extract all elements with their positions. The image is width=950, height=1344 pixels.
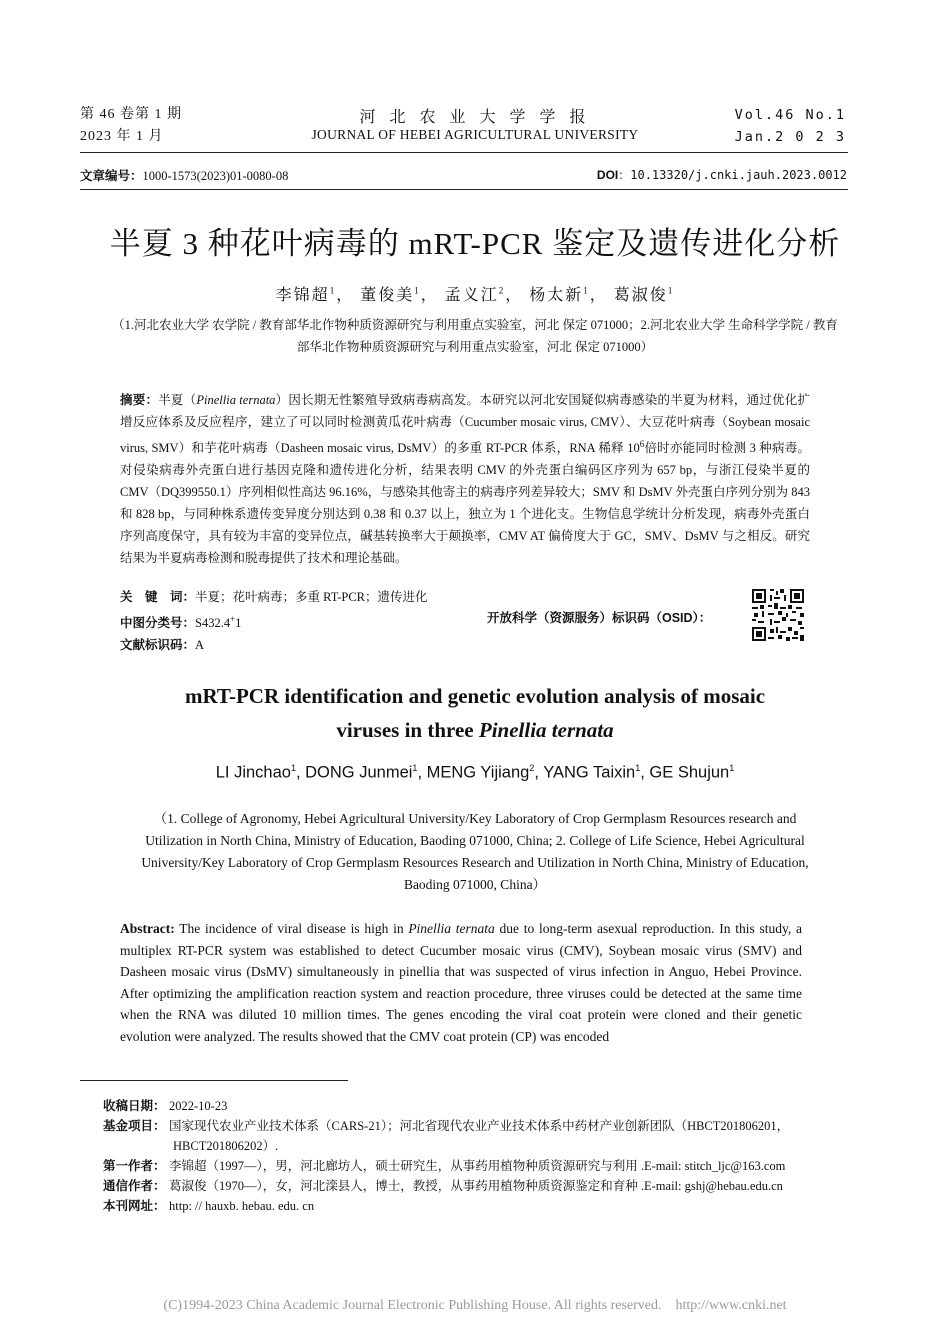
received-date: 2022-10-23 bbox=[169, 1099, 228, 1113]
author-cn-sup: 1 bbox=[414, 285, 421, 296]
author-en-sup: 1 bbox=[290, 763, 296, 773]
author-en: MENG Yijiang bbox=[426, 763, 530, 782]
title-en-text: viruses in three bbox=[336, 718, 479, 742]
author-en-sup: 1 bbox=[412, 763, 418, 773]
cnki-footer: (C)1994-2023 China Academic Journal Electronic Publishing House. All rights reserved. http://www.cnki.net bbox=[163, 1298, 787, 1313]
fund-text: 国家现代农业产业技术体系（CARS-21）；河北省现代农业产业技术体系中药材产业创新团队（HBCT201806201， bbox=[169, 1119, 790, 1133]
footnote-received bbox=[103, 1096, 848, 1116]
doi bbox=[597, 166, 847, 183]
title-en-line2 bbox=[0, 713, 950, 747]
clc-value: S432.4 bbox=[195, 616, 231, 631]
keywords-block bbox=[120, 586, 428, 656]
journal-name-en: JOURNAL OF HEBEI AGRICULTURAL UNIVERSITY bbox=[311, 127, 639, 142]
exponent: 6 bbox=[639, 439, 645, 449]
abstract-cn-label: 摘要： bbox=[120, 393, 159, 407]
journal-name-cn: 河 北 农 业 大 学 学 报 bbox=[359, 109, 591, 126]
abstract-en-text: The incidence of viral disease is high in bbox=[174, 921, 409, 936]
clc-code bbox=[120, 608, 428, 634]
url-label: 本刊网址： bbox=[103, 1199, 166, 1213]
footnote-corresponding bbox=[103, 1176, 848, 1196]
corresponding-label: 通信作者： bbox=[103, 1179, 166, 1193]
doc-code bbox=[120, 634, 428, 656]
keywords-cn bbox=[120, 586, 428, 608]
date-en: Jan.2 0 2 3 bbox=[734, 129, 846, 145]
abstract-cn-text: 倍时亦能同时检测 3 种病毒。对侵染病毒外壳蛋白进行基因克隆和遗传进化分析，结果表明 CMV 的外壳蛋白编码区序列为 657 bp，与浙江侵染半夏的 CMV（DQ399550.1）序列相似性高达 96.16%，与感染其他寄主的病毒序列差异较大；SMV 和 DsMV 外壳蛋白序列分别为 843 和 828 bp，与同种株系遗传变异度分别达到 0.38 和 0.37 以上，独立为 1 个进化支。生物信息学统计分析发现，病毒外壳蛋白序列高度保守，具有较为丰富的变异位点，碱基转换率大于颠换率，CMV AT 偏倚度大于 GC，SMV、DsMV 与之相反。研究结果为半夏病毒检测和脱毒提供了技术和理论基础。 bbox=[120, 441, 810, 566]
footnote-first-author bbox=[103, 1156, 848, 1176]
title-cn: 半夏 3 种花叶病毒的 mRT-PCR 鉴定及遗传进化分析 bbox=[109, 226, 841, 261]
clc-tail: 1 bbox=[235, 616, 242, 631]
abstract-en-text: due to long-term asexual reproduction. In this study, a multiplex RT-PCR system was established to detect Cucumber mosaic virus (CMV), Soybean mosaic virus (SMV) and Dasheen mosaic virus (DsMV) simultaneously in pinellia that was suspected of virus infection in Anguo, Hebei Province. After optimizing the amplification reaction system and reaction procedure, three viruses could be detected at the same time when the RNA was diluted 10 million times. The genes encoding the viral coat protein were cloned and their genetic evolution were analyzed. The results showed that the CMV coat protein (CP) was encoded bbox=[120, 921, 802, 1044]
author-en-sup: 1 bbox=[729, 763, 735, 773]
corresponding-text: 葛淑俊（1970—），女，河北滦县人，博士，教授，从事药用植物种质资源鉴定和育种 .E-mail: gshj@hebau.edu.cn bbox=[169, 1179, 783, 1193]
osid-label: 开放科学（资源服务）标识码（OSID）： bbox=[487, 611, 712, 625]
keywords-label: 关 键 词： bbox=[120, 590, 196, 604]
footnote-fund-cont: HBCT201806202）. bbox=[173, 1139, 279, 1153]
authors-en: LI Jinchao$^1$, DONG Junmei$^1$, MENG Yijiang$^2$, YANG Taixin$^1$, GE Shujun$^1$ bbox=[215, 763, 735, 782]
footnote-url bbox=[103, 1196, 848, 1216]
author-en: DONG Junmei bbox=[305, 763, 413, 782]
species-name-en: Pinellia ternata bbox=[408, 921, 495, 936]
author-en: GE Shujun bbox=[649, 763, 730, 782]
doc-code-label: 文献标识码： bbox=[120, 638, 196, 653]
doi-value: ：10.13320/j.cnki.jauh.2023.0012 bbox=[618, 168, 847, 182]
author-cn: 李锦超 bbox=[275, 287, 330, 304]
author-cn: 葛淑俊 bbox=[613, 287, 668, 304]
author-cn: 孟义江 bbox=[444, 287, 499, 304]
abstract-cn-text: 半夏（ bbox=[158, 393, 197, 407]
volume-en: Vol.46 No.1 bbox=[734, 107, 846, 123]
authors-cn: 李锦超$^1$， 董俊美$^1$， 孟义江$^2$， 杨太新$^1$， 葛淑俊$^1$ bbox=[275, 285, 675, 304]
first-author-text: 李锦超（1997—），男，河北廊坊人，硕士研究生，从事药用植物种质资源研究与利用 .E-mail: stitch_ljc@163.com bbox=[169, 1159, 786, 1173]
title-en bbox=[0, 679, 950, 747]
issue-date: 2023 年 1 月 bbox=[80, 129, 164, 144]
author-en: YANG Taixin bbox=[543, 763, 636, 782]
author-en-sup: 1 bbox=[635, 763, 641, 773]
abstract-en bbox=[120, 918, 802, 1047]
article-number-label: 文章编号： bbox=[80, 169, 143, 183]
abstract-cn-text: ）因长期无性繁殖导致病毒病高发。本研究以河北安国疑似病毒感染的半夏为材料，通过优化扩增反应体系及反应程序，建立了可以同时检测黄瓜花叶病毒（Cucumber mosaic virus, CMV）、大豆花叶病毒（Soybean mosaic virus, SMV）和芋花叶病毒（Dasheen mosaic virus, DsMV）的多重 RT-PCR 体系，RNA 稀释 10 bbox=[120, 393, 810, 456]
clc-label: 中图分类号： bbox=[120, 616, 196, 631]
title-en-line1: mRT-PCR identification and genetic evolution analysis of mosaic bbox=[184, 684, 766, 708]
article-number bbox=[80, 166, 288, 184]
footnote-rule bbox=[80, 1080, 348, 1081]
footnote-fund bbox=[103, 1116, 848, 1136]
doc-code-value: A bbox=[195, 638, 205, 653]
article-number-value: 1000-1573(2023)01-0080-08 bbox=[142, 169, 289, 183]
header-rule bbox=[80, 152, 848, 153]
clc-sup: + bbox=[230, 614, 236, 624]
issue-volume: 第 46 卷第 1 期 bbox=[80, 107, 182, 122]
author-en-sup: 2 bbox=[529, 763, 535, 773]
first-author-label: 第一作者： bbox=[103, 1159, 166, 1173]
author-cn-sup: 1 bbox=[329, 285, 337, 296]
affiliation-cn: （1.河北农业大学 农学院 / 教育部华北作物种质资源研究与利用重点实验室，河北 保定 071000；2.河北农业大学 生命科学学院 / 教育部华北作物种质资源研究与利用重点实验室，河北 保定 071000） bbox=[112, 318, 838, 354]
journal-url[interactable]: http: // hauxb. hebau. edu. cn bbox=[169, 1199, 315, 1213]
species-name: Pinellia ternata bbox=[196, 393, 276, 407]
affiliation-en: （1. College of Agronomy, Hebei Agricultural University/Key Laboratory of Crop Germplasm Resources research and Utilization in North China, Ministry of Education, Baoding 071000, China; 2. College of Life Science, Hebei Agricultural University/Key Laboratory of Crop Germplasm Resources Research and Utilization in North China, Ministry of Education, Baoding 071000, China） bbox=[141, 811, 809, 892]
footnotes bbox=[103, 1096, 848, 1216]
author-cn-sup: 1 bbox=[583, 285, 590, 296]
author-cn-sup: 2 bbox=[498, 285, 506, 296]
author-cn-sup: 1 bbox=[667, 285, 675, 296]
received-label: 收稿日期： bbox=[103, 1099, 166, 1113]
author-en: LI Jinchao bbox=[215, 763, 291, 782]
meta-rule bbox=[80, 189, 848, 190]
qr-code-icon[interactable] bbox=[752, 589, 804, 641]
title-en-species: Pinellia ternata bbox=[478, 718, 614, 742]
author-cn: 杨太新 bbox=[529, 287, 584, 304]
keywords-value: 半夏；花叶病毒；多重 RT-PCR；遗传进化 bbox=[195, 590, 428, 604]
doi-label: DOI bbox=[596, 168, 619, 182]
issue-info-en bbox=[735, 104, 846, 148]
abstract-cn bbox=[120, 389, 810, 569]
author-cn: 董俊美 bbox=[360, 287, 415, 304]
abstract-en-label: Abstract: bbox=[120, 921, 175, 936]
fund-label: 基金项目： bbox=[103, 1119, 166, 1133]
